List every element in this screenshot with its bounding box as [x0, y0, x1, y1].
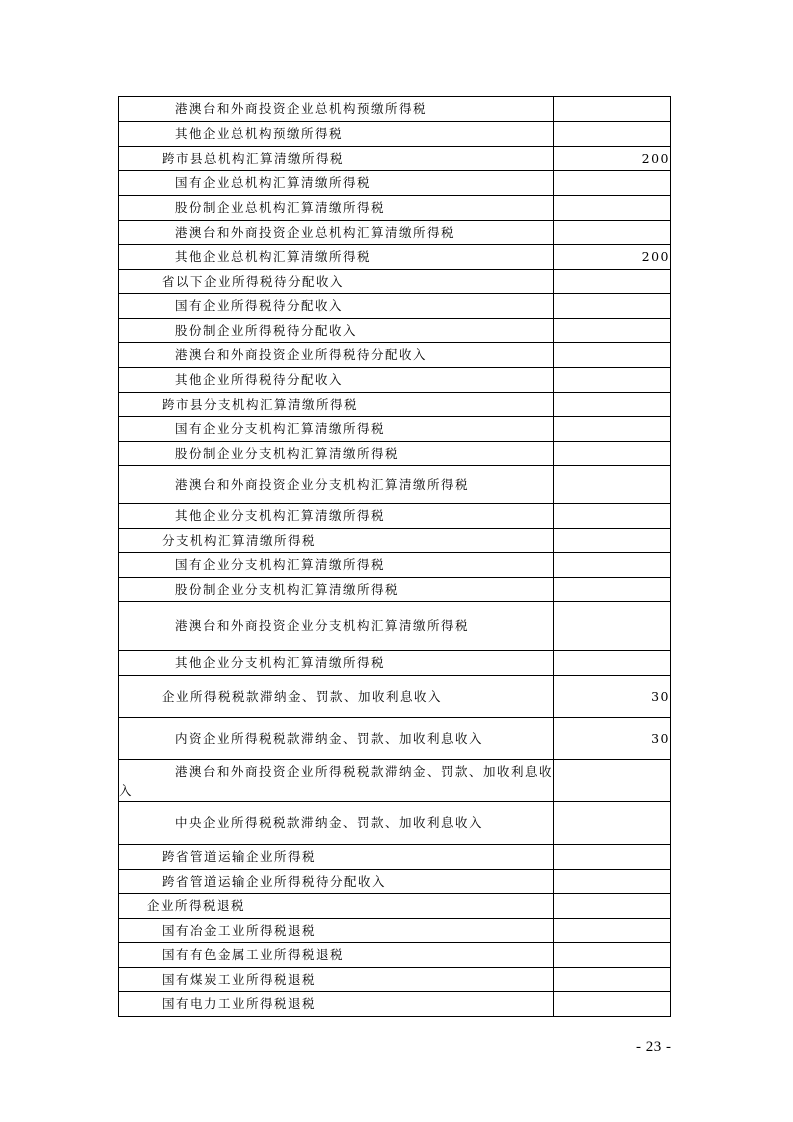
row-name: 中央企业所得税税款滞纳金、罚款、加收利息收入 [119, 802, 554, 845]
row-amount: 30 [554, 718, 671, 760]
table-row [119, 97, 671, 122]
row-amount [554, 270, 671, 294]
row-amount [554, 760, 671, 802]
row-name: 国有企业所得税待分配收入 [119, 294, 554, 319]
row-name: 港澳台和外商投资企业所得税税款滞纳金、罚款、加收利息收入 [119, 760, 554, 802]
row-name: 股份制企业分支机构汇算清缴所得税 [119, 442, 554, 466]
table-row [119, 676, 671, 718]
table-row [119, 147, 671, 171]
row-amount [554, 393, 671, 417]
row-amount [554, 870, 671, 894]
row-name: 股份制企业总机构汇算清缴所得税 [119, 196, 554, 221]
table-row [119, 760, 671, 802]
row-amount [554, 294, 671, 319]
table-row [119, 553, 671, 578]
row-amount [554, 97, 671, 122]
row-amount [554, 578, 671, 602]
row-amount [554, 417, 671, 442]
table-row [119, 319, 671, 343]
table-row [119, 992, 671, 1017]
row-name: 股份制企业分支机构汇算清缴所得税 [119, 578, 554, 602]
row-name: 股份制企业所得税待分配收入 [119, 319, 554, 343]
row-amount [554, 343, 671, 368]
row-name: 企业所得税税款滞纳金、罚款、加收利息收入 [119, 676, 554, 718]
row-name: 分支机构汇算清缴所得税 [119, 529, 554, 553]
row-name: 其他企业总机构预缴所得税 [119, 122, 554, 147]
row-amount [554, 602, 671, 651]
row-name: 企业所得税退税 [119, 894, 554, 919]
page-number: - 23 - [636, 1039, 672, 1055]
row-name: 港澳台和外商投资企业总机构预缴所得税 [119, 97, 554, 122]
row-name: 跨省管道运输企业所得税待分配收入 [119, 870, 554, 894]
row-name: 港澳台和外商投资企业所得税待分配收入 [119, 343, 554, 368]
table-row [119, 919, 671, 943]
row-name: 其他企业所得税待分配收入 [119, 368, 554, 393]
row-amount [554, 968, 671, 992]
row-name: 国有煤炭工业所得税退税 [119, 968, 554, 992]
row-amount: 200 [554, 245, 671, 270]
table-row [119, 894, 671, 919]
table-row [119, 393, 671, 417]
row-name: 内资企业所得税税款滞纳金、罚款、加收利息收入 [119, 718, 554, 760]
row-amount [554, 319, 671, 343]
row-amount [554, 845, 671, 870]
row-amount [554, 221, 671, 245]
table-row [119, 943, 671, 968]
row-amount [554, 802, 671, 845]
row-name: 港澳台和外商投资企业分支机构汇算清缴所得税 [119, 466, 554, 504]
table-row [119, 845, 671, 870]
row-name: 跨省管道运输企业所得税 [119, 845, 554, 870]
row-name: 其他企业总机构汇算清缴所得税 [119, 245, 554, 270]
row-amount [554, 368, 671, 393]
row-name: 国有冶金工业所得税退税 [119, 919, 554, 943]
row-amount [554, 943, 671, 968]
row-name: 港澳台和外商投资企业总机构汇算清缴所得税 [119, 221, 554, 245]
row-amount [554, 992, 671, 1017]
row-name: 国有有色金属工业所得税退税 [119, 943, 554, 968]
row-name: 国有企业分支机构汇算清缴所得税 [119, 417, 554, 442]
table-row [119, 368, 671, 393]
row-amount [554, 919, 671, 943]
row-amount [554, 122, 671, 147]
table-row [119, 968, 671, 992]
row-amount [554, 504, 671, 529]
table-row [119, 171, 671, 196]
table-row [119, 294, 671, 319]
row-name: 跨市县总机构汇算清缴所得税 [119, 147, 554, 171]
table-row [119, 417, 671, 442]
row-amount [554, 442, 671, 466]
row-amount [554, 171, 671, 196]
row-amount [554, 651, 671, 676]
table-row [119, 270, 671, 294]
row-amount [554, 196, 671, 221]
table-row [119, 245, 671, 270]
row-amount [554, 529, 671, 553]
table-row [119, 122, 671, 147]
row-name: 国有企业分支机构汇算清缴所得税 [119, 553, 554, 578]
table-row [119, 802, 671, 845]
row-amount: 200 [554, 147, 671, 171]
table-row [119, 442, 671, 466]
row-name: 其他企业分支机构汇算清缴所得税 [119, 504, 554, 529]
table-row [119, 602, 671, 651]
row-name: 其他企业分支机构汇算清缴所得税 [119, 651, 554, 676]
table-row [119, 504, 671, 529]
table-row [119, 718, 671, 760]
table-row [119, 651, 671, 676]
row-name: 国有电力工业所得税退税 [119, 992, 554, 1017]
table-row [119, 578, 671, 602]
row-amount [554, 466, 671, 504]
table-row [119, 221, 671, 245]
budget-table [118, 96, 671, 1017]
row-amount: 30 [554, 676, 671, 718]
row-name: 港澳台和外商投资企业分支机构汇算清缴所得税 [119, 602, 554, 651]
table-row [119, 870, 671, 894]
row-name: 国有企业总机构汇算清缴所得税 [119, 171, 554, 196]
table-row [119, 343, 671, 368]
row-amount [554, 553, 671, 578]
table-row [119, 196, 671, 221]
table-row [119, 529, 671, 553]
row-name: 省以下企业所得税待分配收入 [119, 270, 554, 294]
row-amount [554, 894, 671, 919]
table-row [119, 466, 671, 504]
row-name: 跨市县分支机构汇算清缴所得税 [119, 393, 554, 417]
